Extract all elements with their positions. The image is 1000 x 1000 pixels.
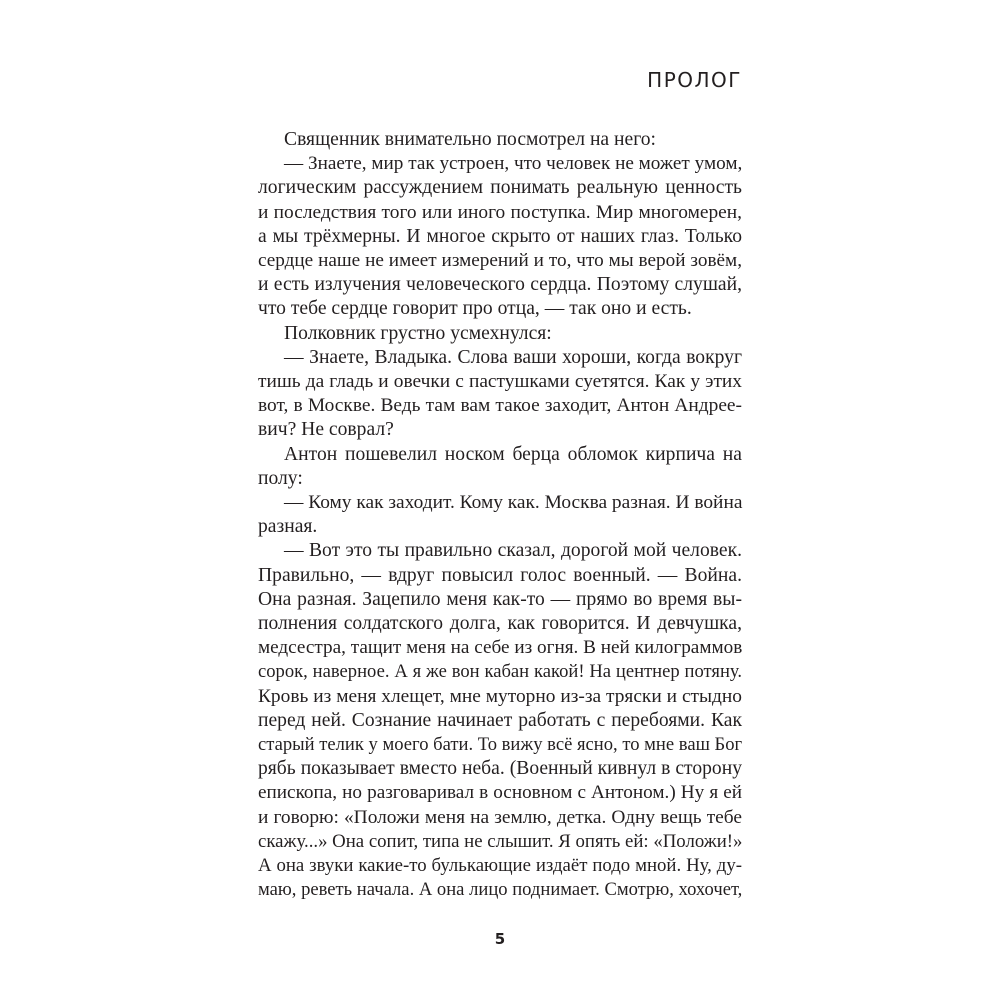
text-line: а мы трёхмерны. И многое скрыто от наших глаз. Только xyxy=(258,225,742,247)
text-line: — Вот это ты правильно сказал, дорогой мой человек. xyxy=(284,540,742,562)
text-line: Полковник грустно усмехнулся: xyxy=(284,322,552,344)
text-line: разная. xyxy=(258,516,318,538)
text-line: — Знаете, мир так устроен, что человек не может умом, xyxy=(284,153,743,175)
text-line: Она разная. Зацепило меня как-то — прямо во время вы- xyxy=(258,588,742,610)
text-line: полу: xyxy=(258,467,303,489)
running-head: ПРОЛОГ xyxy=(647,68,742,92)
text-line: что тебе сердце говорит про отца, — так оно и есть. xyxy=(258,298,692,320)
text-line: полнения солдатского долга, как говорится. И девчушка, xyxy=(258,613,742,635)
text-line: вич? Не соврал? xyxy=(258,419,394,441)
text-line: и говорю: «Положи меня на землю, детка. Одну вещь тебе xyxy=(258,806,742,828)
text-line: — Кому как заходит. Кому как. Москва разная. И война xyxy=(284,492,743,514)
text-line: скажу...» Она сопит, типа не слышит. Я опять ей: «Положи!» xyxy=(258,830,743,852)
text-line: маю, реветь начала. А она лицо поднимает. Смотрю, хохочет, xyxy=(258,879,743,901)
text-line: сердце наше не имеет измерений и то, что мы верой зовём, xyxy=(258,250,742,272)
text-line: Антон пошевелил носком берца обломок кирпича на xyxy=(284,443,742,465)
page-number: 5 xyxy=(494,930,506,948)
text-line: и есть излучения человеческого сердца. Поэтому слушай, xyxy=(258,274,742,296)
text-line: старый телик у моего бати. То вижу всё ясно, то мне ваш Бог xyxy=(258,734,743,756)
text-line: Кровь из меня хлещет, мне муторно из-за тряски и стыдно xyxy=(258,685,742,707)
text-line: Священник внимательно посмотрел на него: xyxy=(284,129,656,150)
text-line: и последствия того или иного поступка. Мир многомерен, xyxy=(258,201,742,223)
text-line: тишь да гладь и овечки с пастушками суетятся. Как у этих xyxy=(258,371,742,393)
text-line: логическим рассуждением понимать реальную ценность xyxy=(258,177,742,199)
body-text xyxy=(258,128,742,903)
text-line: сорок, наверное. А я же вон кабан какой! На центнер потяну. xyxy=(258,661,742,683)
text-line: вот, в Москве. Ведь там вам такое заходит, Антон Андрее- xyxy=(258,395,742,417)
text-line: епископа, но разговаривал в основном с Антоном.) Ну я ей xyxy=(258,782,742,804)
text-line: рябь показывает вместо неба. (Военный кивнул в сторону xyxy=(258,758,742,780)
text-line: А она звуки какие-то булькающие издаёт подо мной. Ну, ду- xyxy=(258,855,742,877)
text-line: — Знаете, Владыка. Слова ваши хороши, когда вокруг xyxy=(284,346,742,368)
text-line: перед ней. Сознание начинает работать с перебоями. Как xyxy=(258,709,742,731)
text-line: медсестра, тащит меня на себе из огня. В ней килограммов xyxy=(258,637,743,659)
text-line: Правильно, — вдруг повысил голос военный. — Война. xyxy=(258,564,742,586)
